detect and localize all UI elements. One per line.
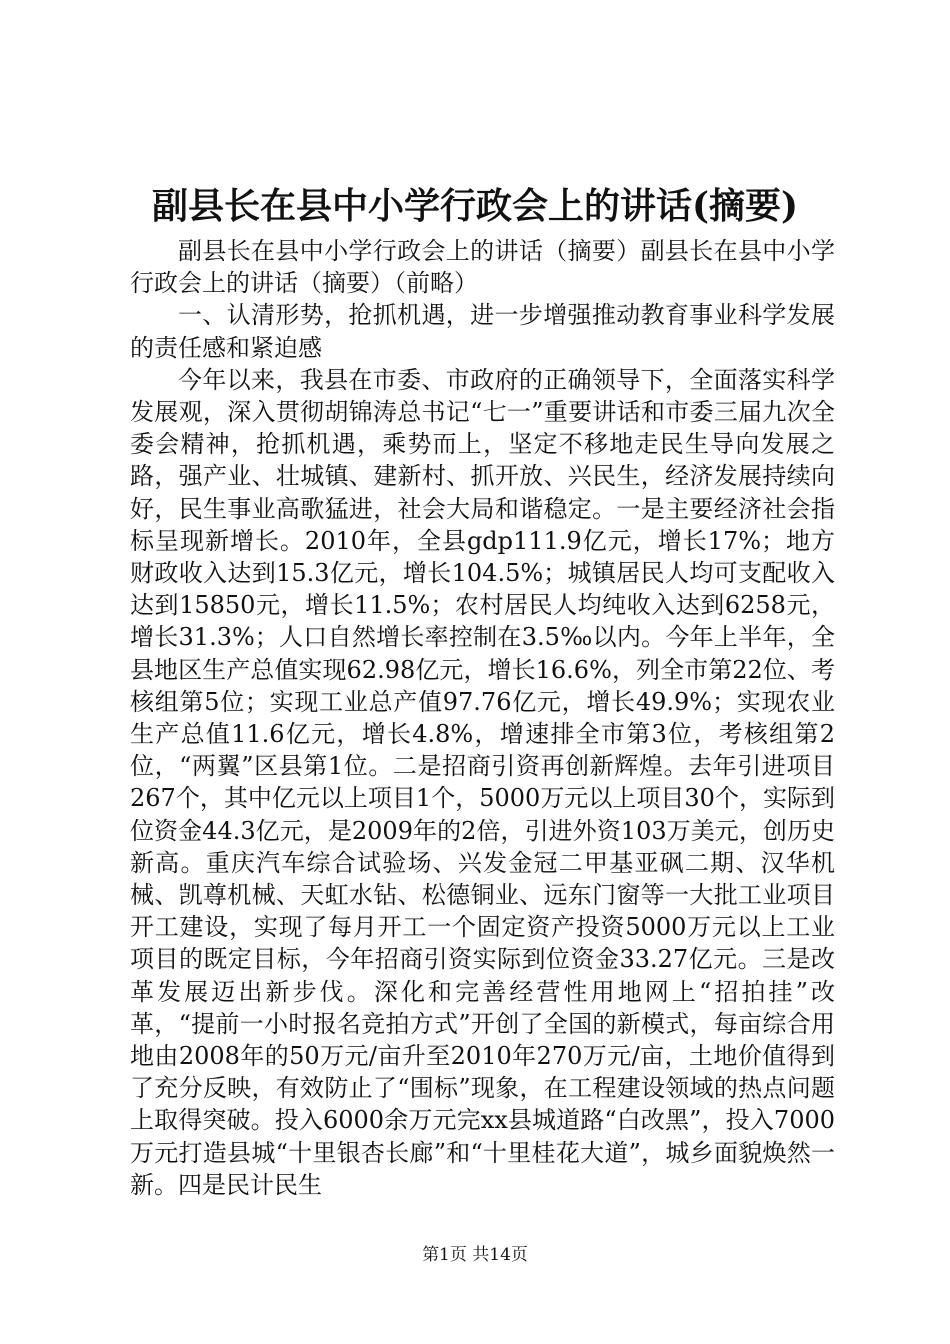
page-footer: 第1页 共14页 <box>422 1245 528 1265</box>
paragraph-main: 今年以来，我县在市委、市政府的正确领导下，全面落实科学发展观，深入贯彻胡锦涛总书记“七一”重要讲话和市委三届九次全委会精神，抢抓机遇，乘势而上，坚定不移地走民生导向发展之路，强产业、壮城镇、建新村、抓开放、兴民生，经济发展持续向好，民生事业高歌猛进，社会大局和谐稳定。一是主要经济社会指标呈现新增长。2010年，全县gdp111.9亿元，增长17%；地方财政收入达到15.3亿元，增长104.5%；城镇居民人均可支配收入达到15850元，增长11.5%；农村居民人均纯收入达到6258元，增长31.3%；人口自然增长率控制在3.5‰以内。今年上半年，全县地区生产总值实现62.98亿元，增长16.6%，列全市第22位、考核组第5位；实现工业总产值97.76亿元，增长49.9%；实现农业生产总值11.6亿元，增长4.8%，增速排全市第3位，考核组第2位，“两翼”区县第1位。二是招商引资再创新辉煌。去年引进项目267个，其中亿元以上项目1个，5000万元以上项目30个，实际到位资金44.3亿元，是2009年的2倍，引进外资103万美元，创历史新高。重庆汽车综合试验场、兴发金冠二甲基亚砜二期、汉华机械、凯尊机械、天虹水钻、松德铜业、远东门窗等一大批工业项目开工建设，实现了每月开工一个固定资产投资5000万元以上工业项目的既定目标，今年招商引资实际到位资金33.27亿元。三是改革发展迈出新步伐。深化和完善经营性用地网上“招拍挂”改革，“提前一小时报名竞拍方式”开创了全国的新模式，每亩综合用地由2008年的50万元/亩升至2010年270万元/亩，土地价值得到了充分反映，有效防止了“围标”现象，在工程建设领域的热点问题上取得突破。投入6000余万元完xx县城道路“白改黑”，投入7000万元打造县城“十里银杏长廊”和“十里桂花大道”，城乡面貌焕然一新。四是民计民生 <box>130 365 835 1199</box>
paragraph-intro: 副县长在县中小学行政会上的讲话（摘要）副县长在县中小学行政会上的讲话（摘要）（前略） <box>130 237 835 298</box>
paragraph-section-heading: 一、认清形势，抢抓机遇，进一步增强推动教育事业科学发展的责任感和紧迫感 <box>130 301 835 362</box>
document-body <box>130 235 835 1201</box>
document-title: 副县长在县中小学行政会上的讲话(摘要) <box>151 185 799 227</box>
